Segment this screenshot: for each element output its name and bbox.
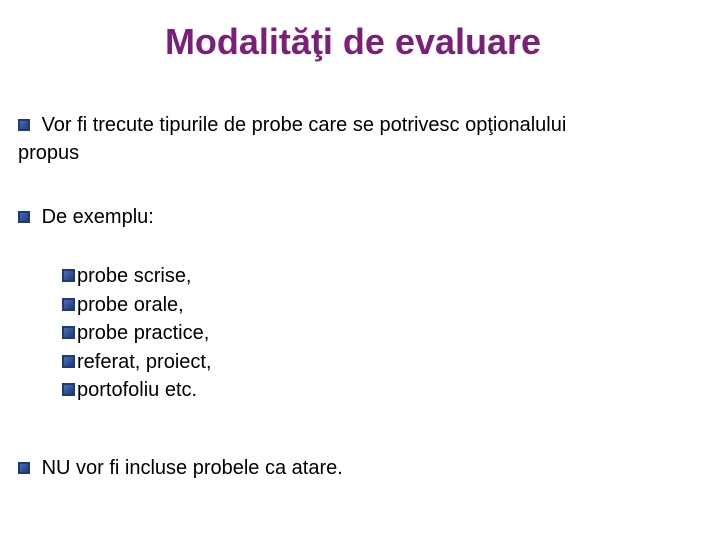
bullet-text: De exemplu: xyxy=(41,206,154,228)
list-item xyxy=(62,262,212,291)
bullet-item xyxy=(18,455,343,481)
square-bullet-icon xyxy=(62,383,75,396)
bullet-text: Vor fi trecute tipurile de probe care se potrivesc opţionalului xyxy=(41,114,567,136)
bullet-item-continuation xyxy=(18,140,79,166)
bullet-text: propus xyxy=(18,142,80,164)
list-item-text: referat, proiect, xyxy=(77,350,212,373)
list-item-text: portofoliu etc. xyxy=(77,379,198,401)
bullet-item xyxy=(18,204,154,230)
square-bullet-icon xyxy=(62,326,75,339)
square-bullet-icon xyxy=(18,462,30,474)
list-item xyxy=(62,319,212,348)
square-bullet-icon xyxy=(18,119,30,131)
list-item-text: probe scrise, xyxy=(77,265,192,287)
list-item xyxy=(62,376,212,405)
bullet-text: NU vor fi incluse probele ca atare. xyxy=(41,457,343,479)
sub-bullet-list xyxy=(62,262,212,405)
square-bullet-icon xyxy=(62,298,75,311)
square-bullet-icon xyxy=(18,211,30,223)
slide-title: Modalităţi de evaluare xyxy=(164,21,542,62)
list-item xyxy=(62,348,212,377)
square-bullet-icon xyxy=(62,269,75,282)
list-item xyxy=(62,291,212,320)
bullet-item xyxy=(18,112,566,138)
list-item-text: probe practice, xyxy=(77,322,210,344)
list-item-text: probe orale, xyxy=(77,293,184,316)
square-bullet-icon xyxy=(62,355,75,368)
